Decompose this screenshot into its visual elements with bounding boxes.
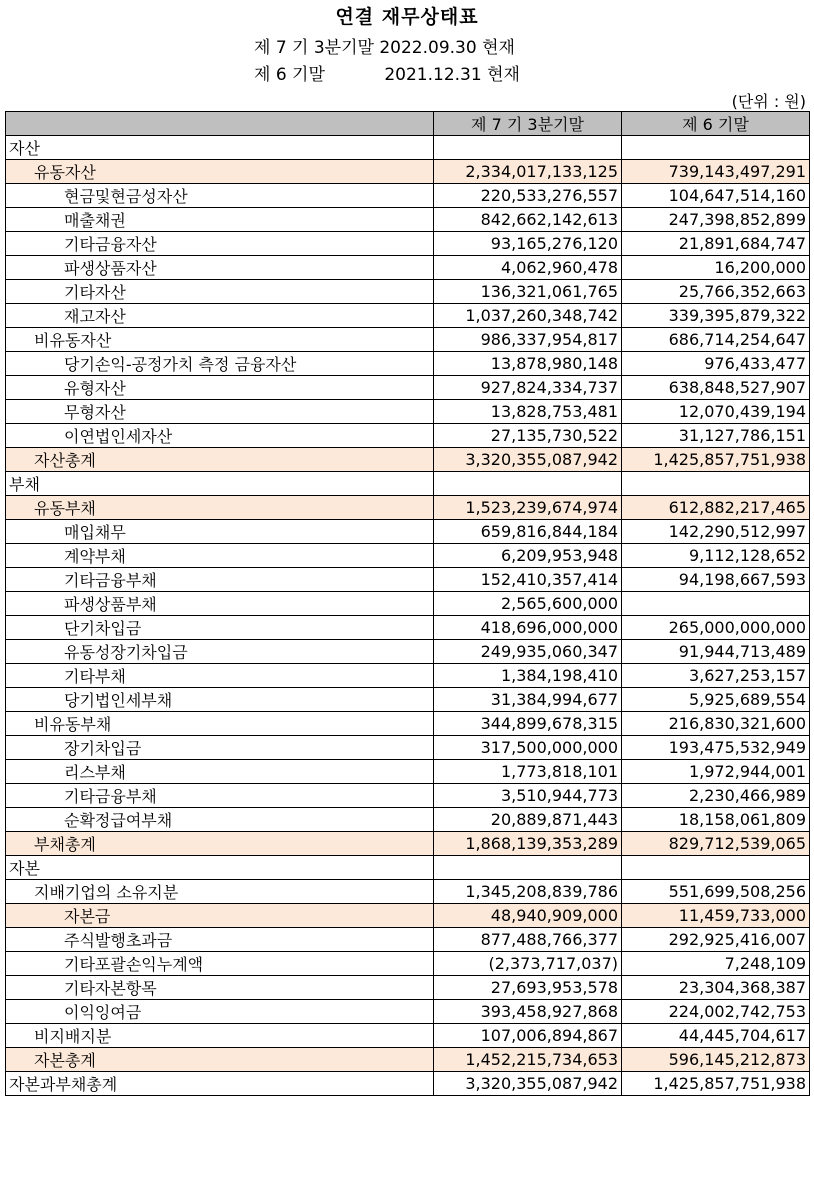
table-row — [6, 976, 810, 1000]
value-current: 418,696,000,000 — [434, 616, 622, 640]
table-row — [6, 472, 810, 496]
value-current: 877,488,766,377 — [434, 928, 622, 952]
table-row — [6, 1000, 810, 1024]
value-current: 136,321,061,765 — [434, 280, 622, 304]
row-label: 단기차입금 — [6, 616, 434, 640]
row-label: 부채총계 — [6, 832, 434, 856]
value-current: 107,006,894,867 — [434, 1024, 622, 1048]
table-row — [6, 184, 810, 208]
table-row — [6, 760, 810, 784]
row-label: 유형자산 — [6, 376, 434, 400]
value-current: 2,565,600,000 — [434, 592, 622, 616]
table-row — [6, 352, 810, 376]
table-row — [6, 520, 810, 544]
table-row — [6, 304, 810, 328]
value-current: 1,868,139,353,289 — [434, 832, 622, 856]
value-prior: 25,766,352,663 — [622, 280, 810, 304]
unit-label: (단위 : 원) — [731, 92, 806, 111]
value-current: 93,165,276,120 — [434, 232, 622, 256]
table-row — [6, 1048, 810, 1072]
table-row — [6, 400, 810, 424]
row-label: 자본과부채총계 — [6, 1072, 434, 1096]
table-row — [6, 280, 810, 304]
value-prior: 104,647,514,160 — [622, 184, 810, 208]
value-current: 317,500,000,000 — [434, 736, 622, 760]
table-row — [6, 616, 810, 640]
row-label: 재고자산 — [6, 304, 434, 328]
row-label: 매출채권 — [6, 208, 434, 232]
table-row — [6, 832, 810, 856]
row-label: 기타자산 — [6, 280, 434, 304]
value-current: 27,693,953,578 — [434, 976, 622, 1000]
table-row — [6, 712, 810, 736]
table-row — [6, 928, 810, 952]
value-current — [434, 136, 622, 160]
row-label: 장기차입금 — [6, 736, 434, 760]
value-current: 13,878,980,148 — [434, 352, 622, 376]
value-current: 152,410,357,414 — [434, 568, 622, 592]
column-header-item — [6, 112, 434, 136]
value-prior: 11,459,733,000 — [622, 904, 810, 928]
row-label: 기타자본항목 — [6, 976, 434, 1000]
value-current: 3,510,944,773 — [434, 784, 622, 808]
value-prior: 142,290,512,997 — [622, 520, 810, 544]
value-prior: 224,002,742,753 — [622, 1000, 810, 1024]
table-row — [6, 664, 810, 688]
table-row — [6, 448, 810, 472]
value-current: 927,824,334,737 — [434, 376, 622, 400]
value-current: 20,889,871,443 — [434, 808, 622, 832]
value-prior: 216,830,321,600 — [622, 712, 810, 736]
row-label: 당기법인세부채 — [6, 688, 434, 712]
table-row — [6, 1024, 810, 1048]
table-row — [6, 856, 810, 880]
value-prior: 12,070,439,194 — [622, 400, 810, 424]
value-prior: 91,944,713,489 — [622, 640, 810, 664]
value-prior — [622, 592, 810, 616]
table-row — [6, 904, 810, 928]
row-label: 이연법인세자산 — [6, 424, 434, 448]
value-prior: 31,127,786,151 — [622, 424, 810, 448]
value-prior: 94,198,667,593 — [622, 568, 810, 592]
value-current: 659,816,844,184 — [434, 520, 622, 544]
value-prior: 2,230,466,989 — [622, 784, 810, 808]
table-row — [6, 424, 810, 448]
value-prior: 596,145,212,873 — [622, 1048, 810, 1072]
value-current: 1,037,260,348,742 — [434, 304, 622, 328]
table-row — [6, 952, 810, 976]
value-prior: 638,848,527,907 — [622, 376, 810, 400]
balance-sheet-table — [5, 111, 810, 1096]
table-row — [6, 736, 810, 760]
row-label: 당기손익-공정가치 측정 금융자산 — [6, 352, 434, 376]
table-row — [6, 1072, 810, 1096]
table-row — [6, 568, 810, 592]
value-prior: 829,712,539,065 — [622, 832, 810, 856]
table-row — [6, 160, 810, 184]
row-label: 유동성장기차입금 — [6, 640, 434, 664]
value-prior: 1,972,944,001 — [622, 760, 810, 784]
table-row — [6, 784, 810, 808]
value-current: 4,062,960,478 — [434, 256, 622, 280]
value-prior: 265,000,000,000 — [622, 616, 810, 640]
row-label: 기타포괄손익누계액 — [6, 952, 434, 976]
table-row — [6, 256, 810, 280]
value-current: 1,773,818,101 — [434, 760, 622, 784]
value-current — [434, 856, 622, 880]
row-label: 파생상품부채 — [6, 592, 434, 616]
row-label: 무형자산 — [6, 400, 434, 424]
value-current — [434, 472, 622, 496]
value-prior: 23,304,368,387 — [622, 976, 810, 1000]
value-current: 1,345,208,839,786 — [434, 880, 622, 904]
row-label: 기타금융자산 — [6, 232, 434, 256]
table-row — [6, 592, 810, 616]
value-current: 1,384,198,410 — [434, 664, 622, 688]
value-current: 31,384,994,677 — [434, 688, 622, 712]
row-label: 이익잉여금 — [6, 1000, 434, 1024]
value-current: 48,940,909,000 — [434, 904, 622, 928]
row-label: 유동자산 — [6, 160, 434, 184]
value-current: 1,523,239,674,974 — [434, 496, 622, 520]
row-label: 기타금융부채 — [6, 568, 434, 592]
table-row — [6, 208, 810, 232]
value-prior: 1,425,857,751,938 — [622, 1072, 810, 1096]
value-current: 393,458,927,868 — [434, 1000, 622, 1024]
row-label: 자산총계 — [6, 448, 434, 472]
row-label: 기타부채 — [6, 664, 434, 688]
value-current: 220,533,276,557 — [434, 184, 622, 208]
row-label: 순확정급여부채 — [6, 808, 434, 832]
value-prior: 44,445,704,617 — [622, 1024, 810, 1048]
row-label: 비유동부채 — [6, 712, 434, 736]
value-prior: 3,627,253,157 — [622, 664, 810, 688]
value-prior: 976,433,477 — [622, 352, 810, 376]
row-label: 리스부채 — [6, 760, 434, 784]
value-prior: 1,425,857,751,938 — [622, 448, 810, 472]
row-label: 매입채무 — [6, 520, 434, 544]
value-current: 1,452,215,734,653 — [434, 1048, 622, 1072]
value-prior: 9,112,128,652 — [622, 544, 810, 568]
column-header-prior: 제 6 기말 — [622, 112, 810, 136]
table-header-row — [6, 112, 810, 136]
value-prior: 7,248,109 — [622, 952, 810, 976]
value-current: 2,334,017,133,125 — [434, 160, 622, 184]
row-label: 주식발행초과금 — [6, 928, 434, 952]
table-row — [6, 688, 810, 712]
table-row — [6, 640, 810, 664]
table-row — [6, 496, 810, 520]
value-prior: 18,158,061,809 — [622, 808, 810, 832]
value-prior: 292,925,416,007 — [622, 928, 810, 952]
table-body — [6, 136, 810, 1096]
value-prior: 193,475,532,949 — [622, 736, 810, 760]
value-current: 3,320,355,087,942 — [434, 448, 622, 472]
row-label: 자산 — [6, 136, 434, 160]
value-current: 6,209,953,948 — [434, 544, 622, 568]
page-title: 연결 재무상태표 — [335, 6, 479, 28]
value-prior — [622, 856, 810, 880]
row-label: 기타금융부채 — [6, 784, 434, 808]
value-prior: 739,143,497,291 — [622, 160, 810, 184]
period-current: 제 7 기 3분기말 2022.09.30 현재 — [254, 38, 515, 58]
value-current: (2,373,717,037) — [434, 952, 622, 976]
row-label: 지배기업의 소유지분 — [6, 880, 434, 904]
value-current: 986,337,954,817 — [434, 328, 622, 352]
value-current: 249,935,060,347 — [434, 640, 622, 664]
value-prior — [622, 472, 810, 496]
row-label: 계약부채 — [6, 544, 434, 568]
value-current: 27,135,730,522 — [434, 424, 622, 448]
row-label: 현금및현금성자산 — [6, 184, 434, 208]
value-prior: 612,882,217,465 — [622, 496, 810, 520]
value-current: 344,899,678,315 — [434, 712, 622, 736]
row-label: 비유동자산 — [6, 328, 434, 352]
row-label: 비지배지분 — [6, 1024, 434, 1048]
period-prior: 제 6 기말 2021.12.31 현재 — [254, 65, 520, 85]
table-row — [6, 808, 810, 832]
row-label: 자본총계 — [6, 1048, 434, 1072]
column-header-current: 제 7 기 3분기말 — [434, 112, 622, 136]
value-prior: 16,200,000 — [622, 256, 810, 280]
value-current: 842,662,142,613 — [434, 208, 622, 232]
value-prior: 21,891,684,747 — [622, 232, 810, 256]
value-prior: 5,925,689,554 — [622, 688, 810, 712]
table-row — [6, 232, 810, 256]
row-label: 자본금 — [6, 904, 434, 928]
value-prior: 247,398,852,899 — [622, 208, 810, 232]
row-label: 부채 — [6, 472, 434, 496]
value-prior: 339,395,879,322 — [622, 304, 810, 328]
row-label: 자본 — [6, 856, 434, 880]
value-prior: 551,699,508,256 — [622, 880, 810, 904]
value-current: 13,828,753,481 — [434, 400, 622, 424]
row-label: 파생상품자산 — [6, 256, 434, 280]
table-row — [6, 328, 810, 352]
table-row — [6, 544, 810, 568]
table-row — [6, 880, 810, 904]
value-prior — [622, 136, 810, 160]
table-row — [6, 136, 810, 160]
row-label: 유동부채 — [6, 496, 434, 520]
table-row — [6, 376, 810, 400]
value-current: 3,320,355,087,942 — [434, 1072, 622, 1096]
value-prior: 686,714,254,647 — [622, 328, 810, 352]
